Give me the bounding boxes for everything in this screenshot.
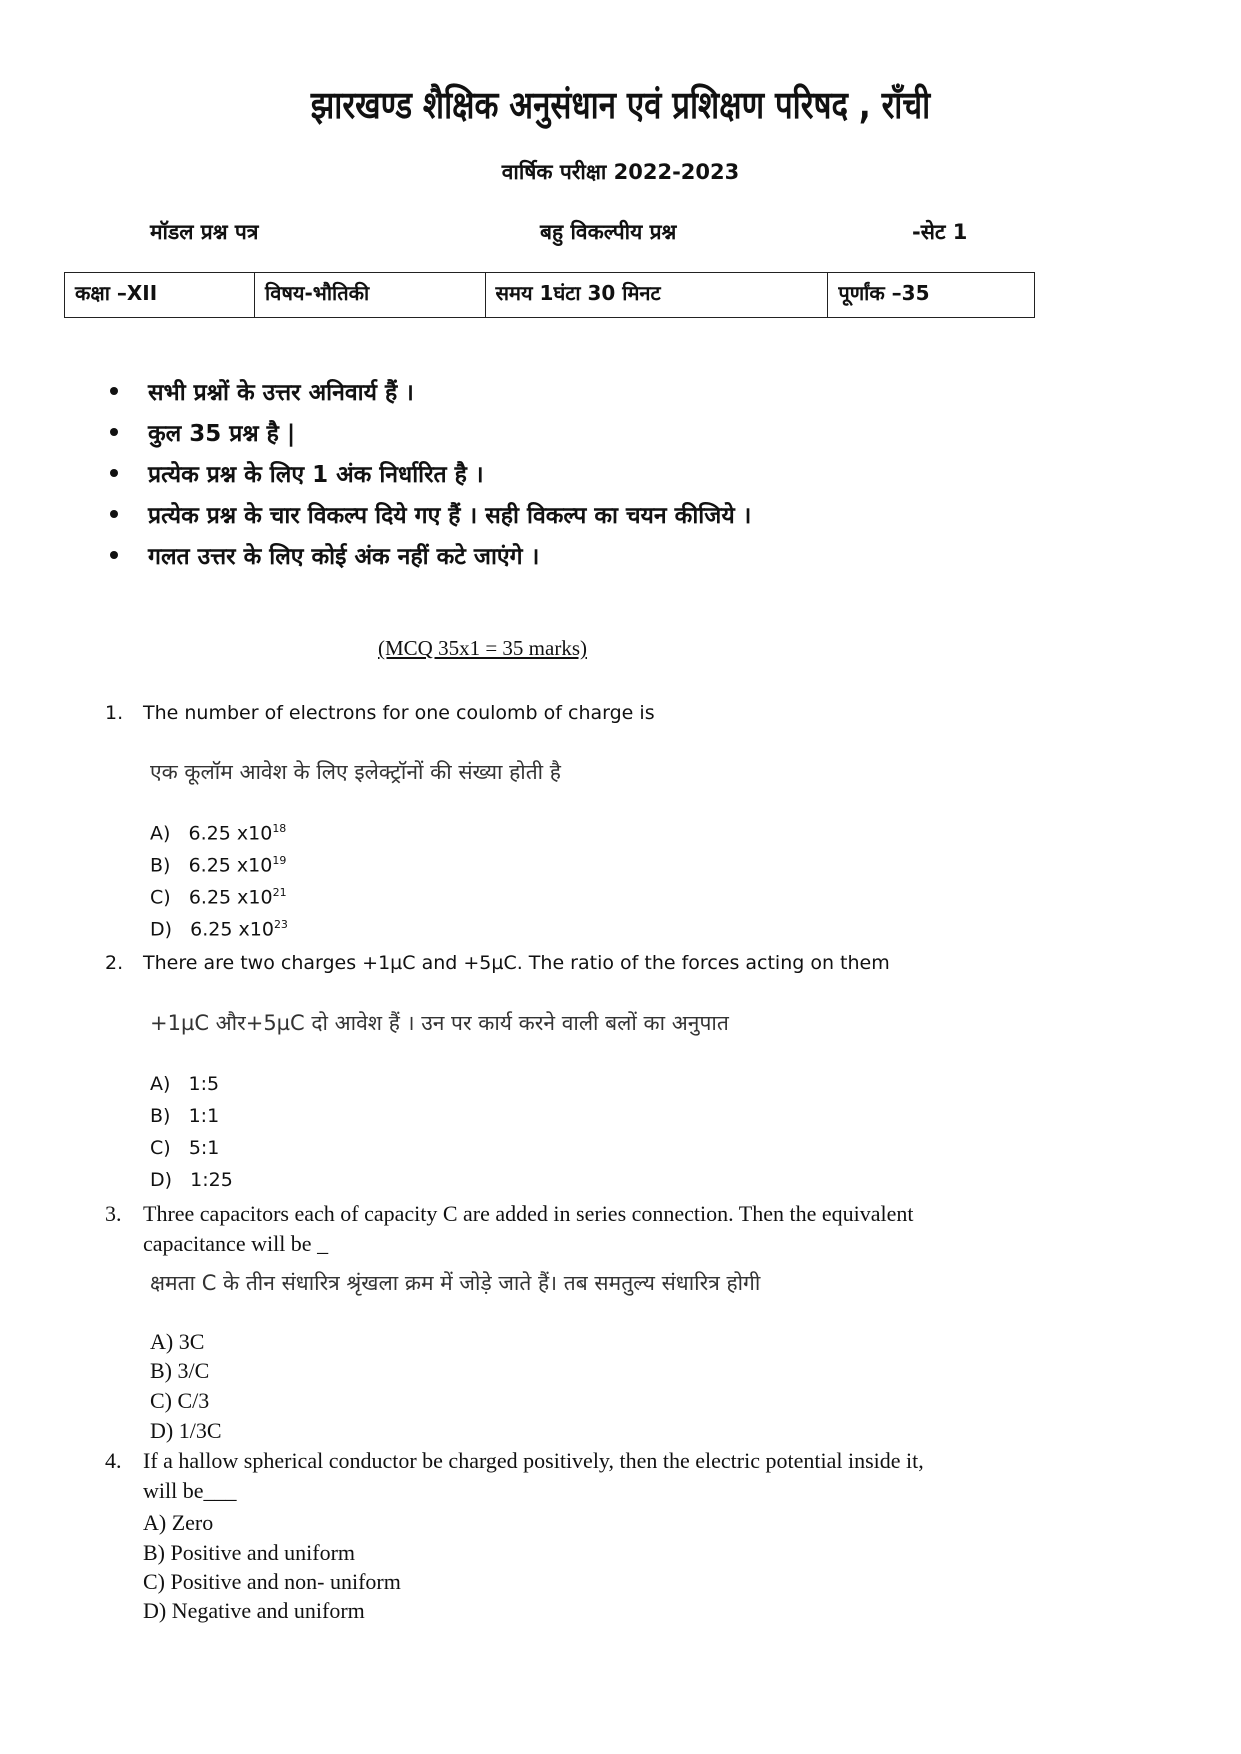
question-text-hindi: एक कूलॉम आवेश के लिए इलेक्ट्रॉनों की संख्या होती है: [150, 760, 561, 784]
option-a: A) 1:5: [150, 1073, 220, 1095]
total-marks-cell: पूर्णांक –35: [828, 273, 1035, 318]
question-text: If a hallow spherical conductor be charged positively, then the electric potential inside it,: [143, 1448, 924, 1473]
bullet-icon: [110, 387, 118, 395]
option-a: A) Zero: [143, 1510, 214, 1535]
bullet-icon: [110, 469, 118, 477]
question-text-cont: capacitance will be _: [143, 1231, 329, 1256]
question-text-hindi: +1µC और+5µC दो आवेश हैं । उन पर कार्य करने वाली बलों का अनुपात: [150, 1011, 729, 1035]
option-b: B) 3/C: [150, 1358, 210, 1383]
question-text-hindi: क्षमता C के तीन संधारित्र श्रृंखला क्रम में जोड़े जाते हैं। तब समतुल्य संधारित्र होगी: [150, 1271, 761, 1295]
marks-summary: (MCQ 35x1 = 35 marks): [378, 636, 587, 660]
option-d: D) 6.25 $x10^{23}$: [150, 918, 288, 941]
info-table: [64, 272, 1035, 318]
option-d: D) Negative and uniform: [143, 1598, 365, 1623]
question-text: The number of electrons for one coulomb of charge is: [143, 702, 655, 724]
option-a: A) 3C: [150, 1329, 205, 1354]
instruction-item: गलत उत्तर के लिए कोई अंक नहीं कटे जाएंगे ।: [110, 534, 751, 575]
instruction-item: सभी प्रश्नों के उत्तर अनिवार्य हैं ।: [110, 370, 751, 411]
instruction-item: कुल 35 प्रश्न है |: [110, 411, 751, 452]
bullet-icon: [110, 510, 118, 518]
instruction-item: प्रत्येक प्रश्न के चार विकल्प दिये गए हैं । सही विकल्प का चयन कीजिये ।: [110, 493, 751, 534]
bullet-icon: [110, 551, 118, 559]
option-c: C) 6.25 $x10^{21}$: [150, 886, 287, 909]
question-number: 1.: [105, 702, 124, 724]
question-number: 2.: [105, 952, 124, 974]
class-cell: कक्षा –XII: [65, 273, 255, 318]
option-a: A) 6.25 $x10^{18}$: [150, 822, 287, 845]
option-b: B) 6.25 $x10^{19}$: [150, 854, 287, 877]
option-b: B) 1:1: [150, 1105, 220, 1127]
model-paper-label: मॉडल प्रश्न पत्र: [150, 220, 259, 244]
subject-cell: विषय-भौतिकी: [255, 273, 485, 318]
instruction-item: प्रत्येक प्रश्न के लिए 1 अंक निर्धारित है ।: [110, 452, 751, 493]
bullet-icon: [110, 428, 118, 436]
set-label: -सेट 1: [912, 220, 968, 244]
option-d: D) 1:25: [150, 1169, 233, 1191]
option-c: C) C/3: [150, 1388, 210, 1413]
question-text-cont: will be___: [143, 1478, 237, 1503]
question-text: There are two charges +1µC and +5µC. The ratio of the forces acting on them: [143, 952, 890, 974]
question-number: 4.: [105, 1448, 122, 1473]
option-c: C) 5:1: [150, 1137, 220, 1159]
question-text: Three capacitors each of capacity C are added in series connection. Then the equivalent: [143, 1201, 914, 1226]
time-cell: समय 1घंटा 30 मिनट: [485, 273, 828, 318]
option-c: C) Positive and non- uniform: [143, 1569, 401, 1594]
question-type-label: बहु विकल्पीय प्रश्न: [540, 220, 677, 244]
exam-name: वार्षिक परीक्षा 2022-2023: [501, 160, 740, 184]
page-title: झारखण्ड शैक्षिक अनुसंधान एवं प्रशिक्षण परिषद , राँची: [310, 83, 931, 127]
option-b: B) Positive and uniform: [143, 1540, 356, 1565]
question-number: 3.: [105, 1201, 122, 1226]
instructions-list: [110, 370, 751, 575]
option-d: D) 1/3C: [150, 1418, 222, 1443]
